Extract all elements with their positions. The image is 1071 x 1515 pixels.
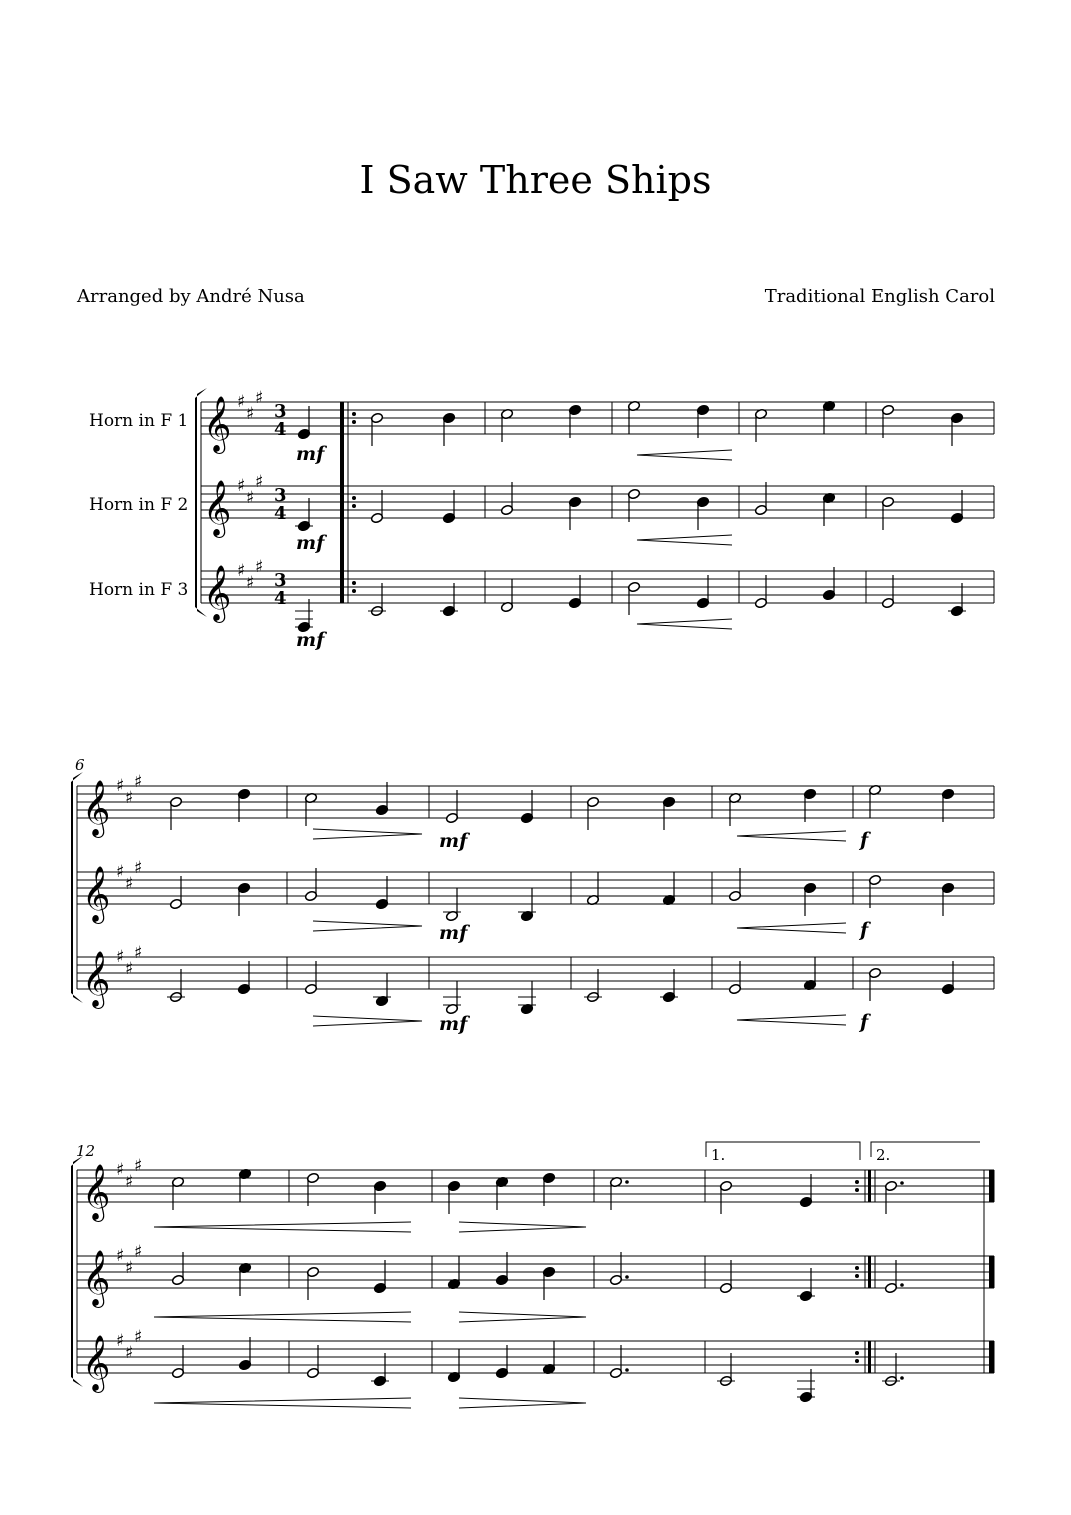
dynamic-f-horn-3: f	[860, 1011, 869, 1033]
repeat-dot	[855, 1359, 859, 1363]
dynamic-mf-horn-2: mf	[296, 532, 325, 554]
sharp-icon: ♯	[134, 772, 143, 792]
dynamic-mf-horn-1: mf	[296, 443, 325, 465]
sharp-icon: ♯	[116, 1246, 125, 1266]
dynamic-mf-horn-1-m8: mf	[439, 830, 468, 852]
sharp-icon: ♯	[125, 959, 134, 979]
sharp-icon: ♯	[116, 862, 125, 882]
sharp-icon: ♯	[134, 943, 143, 963]
repeat-dot	[352, 420, 356, 424]
time-signature-horn-1	[274, 401, 287, 440]
svg-text:4: 4	[274, 588, 287, 609]
sharp-icon: ♯	[134, 858, 143, 878]
sharp-icon: ♯	[246, 573, 255, 593]
final-barline	[989, 1341, 994, 1373]
treble-clef-icon: 𝄞	[82, 866, 111, 922]
sharp-icon: ♯	[237, 476, 246, 496]
sharp-icon: ♯	[125, 1258, 134, 1278]
sharp-icon: ♯	[255, 557, 264, 577]
sharp-icon: ♯	[237, 561, 246, 581]
diminuendo-hairpin	[313, 1016, 422, 1026]
repeat-dot	[855, 1266, 859, 1270]
repeat-thick-barline	[868, 1170, 871, 1202]
time-signature-horn-2	[274, 485, 287, 524]
repeat-thick-barline	[340, 402, 344, 603]
sharp-icon: ♯	[134, 1327, 143, 1347]
sharp-icon: ♯	[116, 947, 125, 967]
augmentation-dot	[625, 1180, 629, 1184]
crescendo-hairpin	[637, 535, 732, 545]
treble-clef-icon: 𝄞	[82, 1164, 111, 1220]
sharp-icon: ♯	[134, 1156, 143, 1176]
treble-clef-icon: 𝄞	[203, 480, 232, 536]
diminuendo-hairpin	[459, 1312, 586, 1322]
treble-clef-icon: 𝄞	[203, 396, 232, 452]
part-label-horn-2: Horn in F 2	[89, 495, 189, 515]
crescendo-hairpin	[737, 923, 846, 933]
repeat-dot	[352, 496, 356, 500]
diminuendo-hairpin	[313, 829, 422, 839]
treble-clef-icon: 𝄞	[82, 1335, 111, 1391]
sharp-icon: ♯	[125, 874, 134, 894]
repeat-dot	[352, 412, 356, 416]
dynamic-f-horn-2: f	[860, 919, 869, 941]
augmentation-dot	[900, 1376, 904, 1380]
diminuendo-hairpin	[459, 1222, 586, 1232]
crescendo-hairpin	[154, 1222, 411, 1232]
time-signature-horn-3	[274, 570, 287, 609]
sharp-icon: ♯	[116, 1331, 125, 1351]
sharp-icon: ♯	[134, 1242, 143, 1262]
volta-label-1: 1.	[711, 1146, 726, 1164]
part-label-horn-1: Horn in F 1	[89, 411, 189, 431]
final-barline	[989, 1170, 994, 1202]
page-title: I Saw Three Ships	[359, 158, 712, 202]
dynamic-mf-horn-3: mf	[296, 629, 325, 651]
sharp-icon: ♯	[125, 788, 134, 808]
final-barline	[989, 1256, 994, 1288]
treble-clef-icon: 𝄞	[82, 951, 111, 1007]
sharp-icon: ♯	[255, 388, 264, 408]
composer-credit: Traditional English Carol	[764, 286, 995, 307]
svg-text:4: 4	[274, 503, 287, 524]
crescendo-hairpin	[154, 1398, 411, 1408]
svg-text:3: 3	[274, 485, 287, 506]
sharp-icon: ♯	[246, 488, 255, 508]
repeat-dot	[855, 1351, 859, 1355]
diminuendo-hairpin	[459, 1398, 586, 1408]
repeat-dot	[352, 504, 356, 508]
repeat-dot	[352, 589, 356, 593]
dynamic-mf-horn-2-m8: mf	[439, 922, 468, 944]
treble-clef-icon: 𝄞	[82, 780, 111, 836]
crescendo-hairpin	[637, 450, 732, 460]
volta-bracket-1	[706, 1142, 860, 1160]
part-label-horn-3: Horn in F 3	[89, 580, 189, 600]
treble-clef-icon: 𝄞	[203, 565, 232, 621]
crescendo-hairpin	[737, 1015, 846, 1025]
dynamic-mf-horn-3-m8: mf	[439, 1013, 468, 1035]
crescendo-hairpin	[637, 619, 732, 629]
measure-number-12: 12	[76, 1142, 96, 1160]
repeat-thick-barline	[868, 1256, 871, 1288]
repeat-dot	[855, 1274, 859, 1278]
repeat-dot	[855, 1180, 859, 1184]
svg-text:3: 3	[274, 401, 287, 422]
sharp-icon: ♯	[255, 472, 264, 492]
crescendo-hairpin	[154, 1312, 411, 1322]
repeat-thick-barline	[868, 1341, 871, 1373]
sharp-icon: ♯	[246, 404, 255, 424]
diminuendo-hairpin	[313, 921, 422, 931]
arranger-credit: Arranged by André Nusa	[77, 286, 305, 307]
svg-text:3: 3	[274, 570, 287, 591]
repeat-dot	[855, 1188, 859, 1192]
sharp-icon: ♯	[125, 1343, 134, 1363]
sharp-icon: ♯	[116, 1160, 125, 1180]
repeat-dot	[352, 581, 356, 585]
sharp-icon: ♯	[116, 776, 125, 796]
volta-label-2: 2.	[876, 1146, 891, 1164]
dynamic-f-horn-1: f	[860, 829, 869, 851]
sharp-icon: ♯	[125, 1172, 134, 1192]
svg-text:4: 4	[274, 419, 287, 440]
crescendo-hairpin	[737, 831, 846, 841]
treble-clef-icon: 𝄞	[82, 1250, 111, 1306]
augmentation-dot	[625, 1275, 629, 1279]
augmentation-dot	[625, 1368, 629, 1372]
sharp-icon: ♯	[237, 392, 246, 412]
augmentation-dot	[900, 1283, 904, 1287]
augmentation-dot	[900, 1181, 904, 1185]
measure-number-6: 6	[75, 756, 85, 774]
